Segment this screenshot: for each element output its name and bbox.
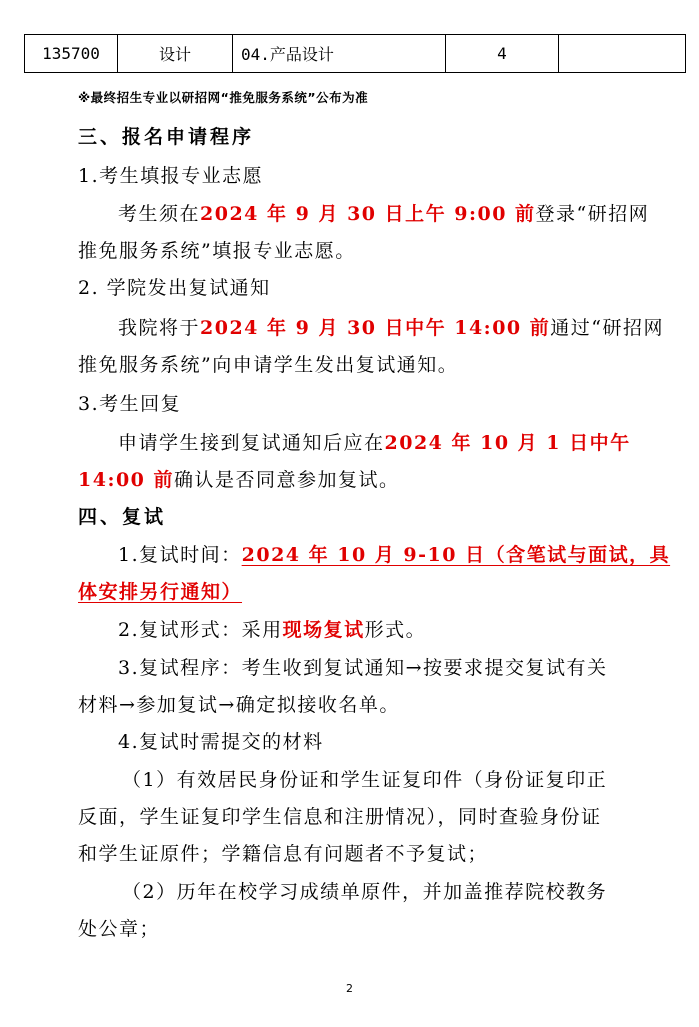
retest-form-post: 形式。 — [364, 619, 427, 641]
page-number: 2 — [346, 982, 353, 995]
item-1-title: 1.考生填报专业志愿 — [78, 165, 264, 187]
major-name-cell: 04.产品设计 — [233, 35, 446, 73]
item-2-paragraph — [118, 313, 664, 340]
major-code-cell: 135700 — [25, 35, 118, 73]
item-3-paragraph-line-2 — [78, 465, 400, 492]
retest-time-line-2 — [78, 577, 242, 604]
item-1-paragraph — [118, 199, 649, 226]
item-1-deadline: 2024 年 9 月 30 日上午 9:00 前 — [200, 203, 536, 225]
item-1-paragraph-line-2: 推免服务系统”填报专业志愿。 — [78, 240, 356, 262]
retest-form-value: 现场复试 — [282, 619, 365, 641]
item-3-text: 申请学生接到复试通知后应在 — [118, 432, 385, 454]
retest-time-value-cont: 体安排另行通知） — [78, 581, 243, 603]
item-2-title: 2. 学院发出复试通知 — [78, 277, 271, 299]
enrollment-count-cell: 4 — [446, 35, 559, 73]
material-2: （2）历年在校学习成绩单原件，并加盖推荐院校教务 — [122, 881, 608, 903]
item-3-text-post: 确认是否同意参加复试。 — [174, 469, 400, 491]
footnote: ※最终招生专业以研招网“推免服务系统”公布为准 — [78, 90, 369, 105]
retest-form — [118, 615, 426, 642]
item-3-deadline-cont: 14:00 前 — [78, 469, 175, 491]
retest-procedure-line-2: 材料→参加复试→确定拟接收名单。 — [78, 694, 400, 716]
item-2-deadline: 2024 年 9 月 30 日中午 14:00 前 — [200, 317, 551, 339]
item-3-title: 3.考生回复 — [78, 393, 182, 415]
material-1: （1）有效居民身份证和学生证复印件（身份证复印正 — [122, 769, 608, 791]
item-2-paragraph-line-2: 推免服务系统”向申请学生发出复试通知。 — [78, 354, 459, 376]
item-3-deadline: 2024 年 10 月 1 日中午 — [384, 432, 631, 454]
retest-time-value: 2024 年 10 月 9-10 日（含笔试与面试，具 — [241, 544, 671, 566]
material-1-line-2: 反面，学生证复印学生信息和注册情况），同时查验身份证 — [78, 806, 602, 828]
discipline-cell: 设计 — [118, 35, 233, 73]
material-2-line-2: 处公章； — [78, 918, 161, 940]
item-2-text-post: 通过“研招网 — [550, 317, 664, 339]
retest-procedure: 3.复试程序：考生收到复试通知→按要求提交复试有关 — [118, 657, 608, 679]
major-table-row — [24, 34, 686, 73]
item-2-text: 我院将于 — [118, 317, 201, 339]
section-4-heading: 四、复试 — [78, 506, 167, 528]
material-1-line-3: 和学生证原件；学籍信息有问题者不予复试； — [78, 843, 489, 865]
retest-time-label: 1.复试时间： — [118, 544, 242, 566]
item-3-paragraph — [118, 428, 631, 455]
section-3-heading: 三、报名申请程序 — [78, 126, 255, 148]
table-row — [25, 35, 686, 73]
retest-form-label: 2.复试形式：采用 — [118, 619, 283, 641]
item-1-text-post: 登录“研招网 — [535, 203, 650, 225]
materials-title: 4.复试时需提交的材料 — [118, 731, 324, 753]
item-1-text: 考生须在 — [118, 203, 201, 225]
remarks-cell — [559, 35, 686, 73]
retest-time — [118, 540, 670, 567]
